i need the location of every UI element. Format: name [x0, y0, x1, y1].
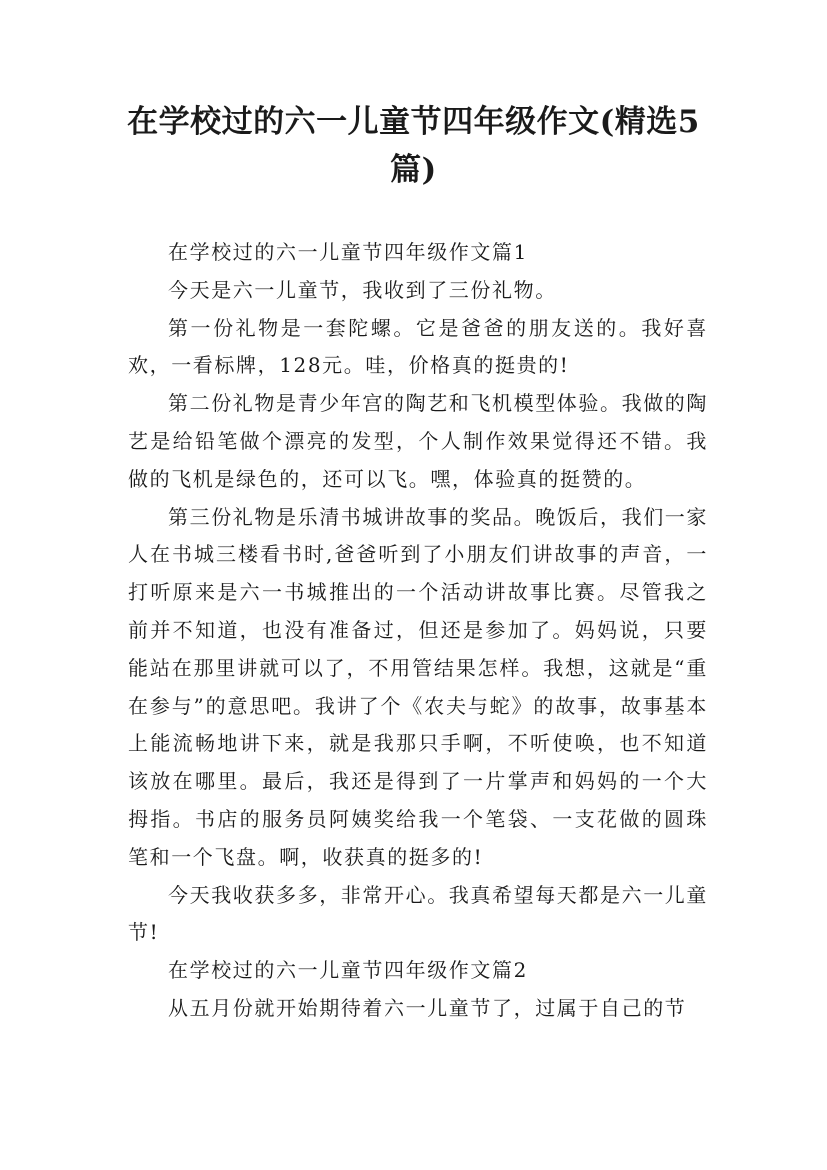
- paragraph: 第一份礼物是一套陀螺。它是爸爸的朋友送的。我好喜欢，一看标牌，128元。哇，价格真的挺贵的!: [128, 315, 708, 378]
- paragraph: 今天是六一儿童节，我收到了三份礼物。: [168, 277, 557, 302]
- section-heading-1: 在学校过的六一儿童节四年级作文篇1: [168, 240, 528, 264]
- paragraph: 从五月份就开始期待着六一儿童节了，过属于自己的节: [168, 995, 687, 1020]
- section-heading-2: 在学校过的六一儿童节四年级作文篇2: [168, 958, 528, 983]
- document-title: 在学校过的六一儿童节四年级作文(精选5篇): [127, 104, 700, 188]
- paragraph: 第二份礼物是青少年宫的陶艺和飞机模型体验。我做的陶艺是给铅笔做个漂亮的发型，个人制作效果觉得还不错。我做的飞机是绿色的，还可以飞。嘿，体验真的挺赞的。: [128, 391, 708, 491]
- paragraph: 第三份礼物是乐清书城讲故事的奖品。晚饭后，我们一家人在书城三楼看书时,爸爸听到了小朋友们讲故事的声音，一打听原来是六一书城推出的一个活动讲故事比赛。尽管我之前并不知道，也没有准备过，但还是参加了。妈妈说，只要能站在那里讲就可以了，不用管结果怎样。我想，这就是“重在参与”的意思吧。我讲了个《农夫与蛇》的故事，故事基本上能流畅地讲下来，就是我那只手啊，不听使唤，也不知道该放在哪里。最后，我还是得到了一片掌声和妈妈的一个大拇指。书店的服务员阿姨奖给我一个笔袋、一支花做的圆珠笔和一个飞盘。啊，收获真的挺多的!: [128, 504, 708, 869]
- paragraph: 今天我收获多多，非常开心。我真希望每天都是六一儿童节!: [128, 882, 708, 945]
- document-body: [128, 234, 708, 1028]
